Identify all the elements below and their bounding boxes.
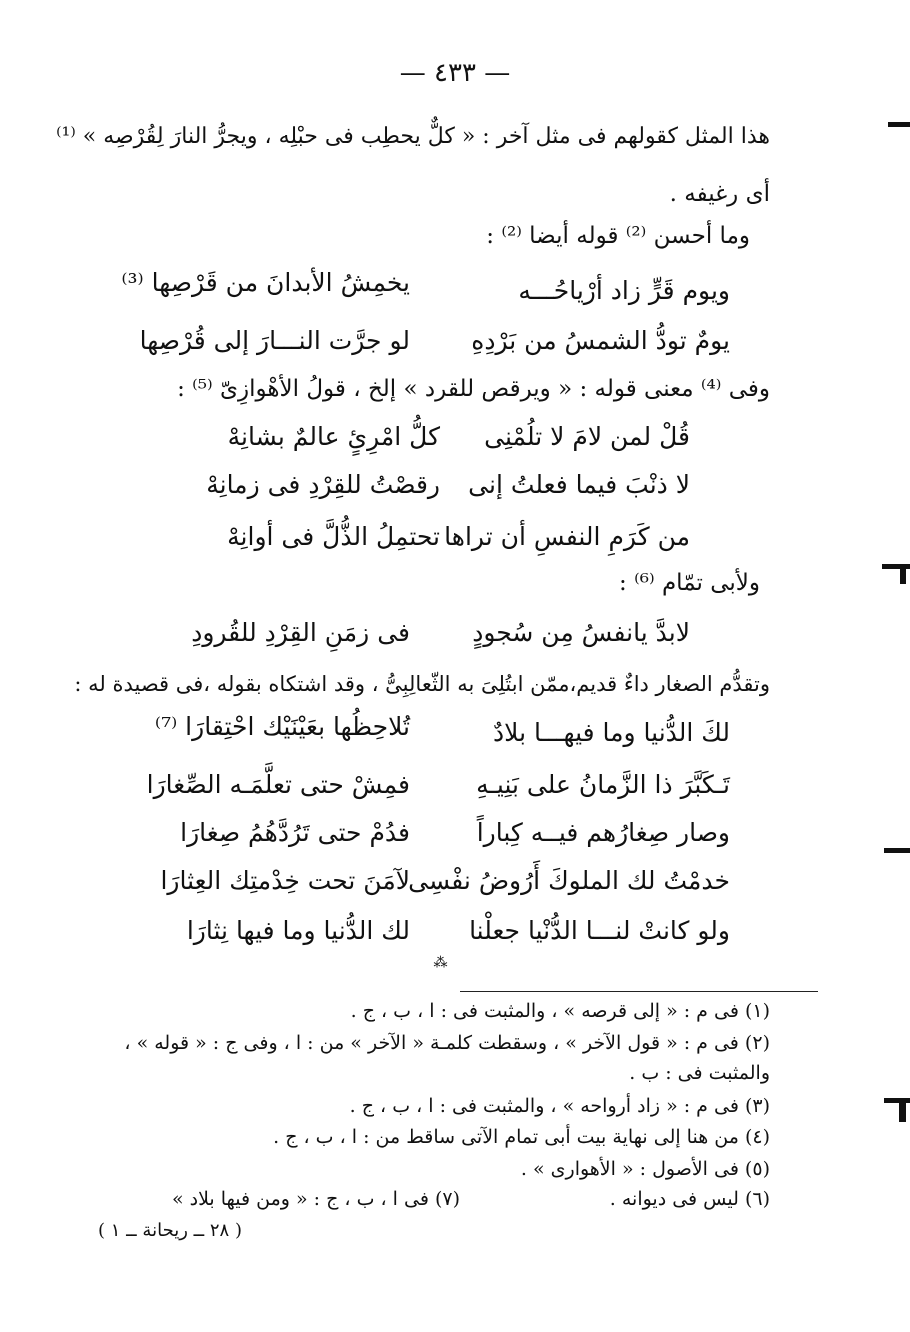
footnote: (٤) من هنا إلى نهاية بيت أبى تمام الآتى ساقط من : ا ، ب ، ج . — [273, 1126, 770, 1148]
footnote: (٧) فى ا ، ب ، ج : « ومن فيها بلاد » — [171, 1188, 460, 1210]
verse-first-hemistich: لا ذنْبَ فيما فعلتُ إنى — [468, 470, 690, 499]
footnote: والمثبت فى : ب . — [629, 1062, 770, 1084]
verse-second-hemistich: لو جرَّت النـــارَ إلى قُرْصِها — [139, 326, 410, 355]
verse-first-hemistich: ويوم قَرٍّ زاد أرْياحُـــه — [518, 276, 730, 305]
prose-line: أى رغيفه . — [669, 181, 770, 207]
verse-first-hemistich: وصار صِغارُهم فيــه كِباراً — [476, 818, 730, 847]
footnote: (٢) فى م : « قول الآخر » ، وسقطت كلمـة « الآخر » من : ا ، وفى ج : « قوله » ، — [124, 1032, 770, 1054]
verse-second-hemistich: يخمِشُ الأبدانَ من قَرْصِها ⁽³⁾ — [121, 268, 410, 297]
verse-second-hemistich: تحتمِلُ الذُّلَّ فى أوانِهْ — [227, 522, 440, 551]
verse-first-hemistich: خدمْتُ لك الملوكَ أَرُوضُ نفْسِى — [408, 866, 730, 895]
prose-line: وما أحسن ⁽²⁾ قوله أيضا ⁽²⁾ : — [486, 223, 750, 249]
signature-mark: ( ٢٨ ــ ريحانة ــ ١ ) — [98, 1220, 242, 1241]
verse-first-hemistich: لابدَّ يانفسُ مِن سُجودٍ — [472, 618, 690, 647]
verse-second-hemistich: كلُّ امْرِئٍ عالمٌ بشانِهْ — [227, 422, 440, 451]
page-number: — ٤٣٣ — — [399, 58, 511, 88]
prose-line: ولأبى تمّام ⁽⁶⁾ : — [619, 570, 760, 596]
verse-second-hemistich: فدُمْ حتى تَرُدَّهُمُ صِغارَا — [180, 818, 410, 847]
prose-line: هذا المثل كقولهم فى مثل آخر : « كلٌّ يحطِب فى حبْلِه ، ويجرُّ النارَ لِقُرْصِه » ⁽¹⁾ — [56, 124, 770, 149]
footnote: (٦) ليس فى ديوانه . — [609, 1188, 770, 1210]
footnote: (٥) فى الأصول : « الأهوارى » . — [520, 1158, 770, 1180]
scan-edge-mark — [884, 1098, 910, 1103]
verse-first-hemistich: ولو كانتْ لنـــا الدُّنْيا جعلْنا — [469, 916, 730, 945]
scan-edge-mark — [884, 848, 910, 853]
footnote-rule — [460, 991, 818, 992]
verse-second-hemistich: رقصْتُ للقِرْدِ فى زمانِهْ — [206, 470, 440, 499]
verse-first-hemistich: قُلْ لمن لامَ لا تلُمْنِى — [484, 422, 690, 451]
verse-second-hemistich: لك الدُّنيا وما فيها نِثارَا — [186, 916, 410, 945]
prose-line: وتقدُّم الصغار داءٌ قديم،ممّن ابتُلِىَ به الثّعالِبِىُّ ، وقد اشتكاه بقوله ،فى قصيدة له : — [74, 672, 770, 696]
verse-second-hemistich: فى زمَنِ القِرْدِ للقُرودِ — [191, 618, 410, 647]
prose-line: وفى ⁽⁴⁾ معنى قوله : « ويرقص للقرد » إلخ ، قولُ الأهْوازِىّ ⁽⁵⁾ : — [177, 376, 770, 402]
scan-edge-mark — [900, 564, 906, 584]
verse-first-hemistich: من كَرَمِ النفسِ أن تراها — [444, 522, 690, 551]
verse-second-hemistich: فمِشْ حتى تعلَّمَـه الصِّغارَا — [146, 770, 410, 799]
verse-first-hemistich: تَـكَبَّرَ ذا الزَّمانُ على بَنِيـهِ — [476, 770, 730, 799]
scan-edge-mark — [899, 1098, 906, 1122]
verse-first-hemistich: لكَ الدُّنيا وما فيهـــا بلادٌ — [493, 718, 730, 747]
ornament-asterism: ⁂ — [433, 955, 447, 971]
verse-first-hemistich: يومٌ تودُّ الشمسُ من بَرْدِهِ — [471, 326, 730, 355]
footnote: (١) فى م : « إلى قرصه » ، والمثبت فى : ا ، ب ، ج . — [350, 1000, 770, 1022]
verse-second-hemistich: تُلاحِظُها بعَيْنَيْك احْتِقارَا ⁽⁷⁾ — [154, 712, 410, 741]
scan-edge-mark — [888, 122, 910, 127]
verse-second-hemistich: لآمَنَ تحت خِدْمتِك العِثارَا — [160, 866, 410, 895]
footnote: (٣) فى م : « زاد أرواحه » ، والمثبت فى : ا ، ب ، ج . — [349, 1095, 770, 1117]
